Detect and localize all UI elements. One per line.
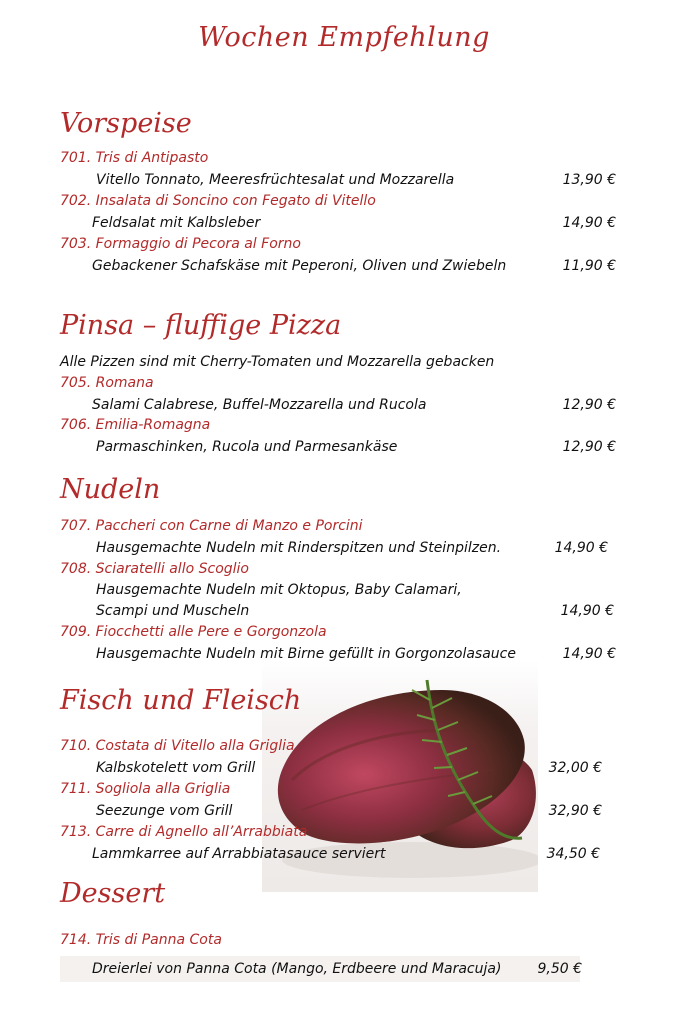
menu-item-description: Hausgemachte Nudeln mit Rinderspitzen und Steinpilzen. — [96, 540, 502, 556]
menu-item-name: 708. Sciaratelli allo Scoglio — [60, 561, 249, 577]
menu-item-price: 13,90 € — [562, 172, 616, 188]
menu-item-name: 714. Tris di Panna Cota — [60, 932, 222, 948]
menu-item-description: Vitello Tonnato, Meeresfrüchtesalat und Mozzarella — [96, 172, 455, 188]
section-heading-dessert: Dessert — [60, 878, 166, 909]
menu-item-name: 713. Carre di Agnello all’Arrabbiata — [60, 824, 308, 840]
menu-item-name: 707. Paccheri con Carne di Manzo e Porcini — [60, 518, 363, 534]
menu-item-name: 709. Fiocchetti alle Pere e Gorgonzola — [60, 624, 327, 640]
menu-item-description: Kalbskotelett vom Grill — [96, 760, 256, 776]
menu-item-price: 14,90 € — [562, 646, 616, 662]
menu-item-description: Lammkarree auf Arrabbiatasauce serviert — [92, 846, 386, 862]
menu-item-price: 11,90 € — [562, 258, 616, 274]
section-heading-pinsa: Pinsa – fluffige Pizza — [60, 310, 342, 341]
menu-item-name: 702. Insalata di Soncino con Fegato di Vitello — [60, 193, 376, 209]
section-heading-nudeln: Nudeln — [60, 474, 161, 505]
menu-item-description-continued: Scampi und Muscheln — [96, 603, 250, 619]
menu-item-description: Seezunge vom Grill — [96, 803, 233, 819]
menu-item-price: 32,90 € — [548, 803, 602, 819]
menu-item-name: 701. Tris di Antipasto — [60, 150, 209, 166]
menu-item-price: 32,00 € — [548, 760, 602, 776]
menu-item-description: Parmaschinken, Rucola und Parmesankäse — [96, 439, 398, 455]
menu-item-name: 703. Formaggio di Pecora al Forno — [60, 236, 301, 252]
menu-item-price: 34,50 € — [546, 846, 600, 862]
menu-item-description: Salami Calabrese, Buffel-Mozzarella und Rucola — [92, 397, 427, 413]
menu-item-name: 705. Romana — [60, 375, 154, 391]
menu-item-price: 14,90 € — [554, 540, 608, 556]
menu-item-description: Feldsalat mit Kalbsleber — [92, 215, 261, 231]
section-heading-fisch-fleisch: Fisch und Fleisch — [60, 685, 302, 716]
section-heading-vorspeise: Vorspeise — [60, 108, 192, 139]
menu-item-name: 711. Sogliola alla Griglia — [60, 781, 231, 797]
menu-item-description: Dreierlei von Panna Cota (Mango, Erdbeere und Maracuja) — [92, 961, 502, 977]
menu-item-price: 14,90 € — [560, 603, 614, 619]
menu-item-description: Hausgemachte Nudeln mit Birne gefüllt in Gorgonzolasauce — [96, 646, 516, 662]
menu-item-price: 14,90 € — [562, 215, 616, 231]
menu-item-description: Gebackener Schafskäse mit Peperoni, Oliven und Zwiebeln — [92, 258, 507, 274]
section-subtitle: Alle Pizzen sind mit Cherry-Tomaten und Mozzarella gebacken — [60, 354, 495, 370]
menu-item-name: 706. Emilia-Romagna — [60, 417, 211, 433]
page-title: Wochen Empfehlung — [198, 22, 490, 53]
menu-item-description: Hausgemachte Nudeln mit Oktopus, Baby Calamari, — [96, 582, 462, 598]
menu-item-price: 12,90 € — [562, 397, 616, 413]
menu-item-price: 12,90 € — [562, 439, 616, 455]
menu-item-price: 9,50 € — [537, 961, 582, 977]
menu-item-name: 710. Costata di Vitello alla Griglia — [60, 738, 295, 754]
